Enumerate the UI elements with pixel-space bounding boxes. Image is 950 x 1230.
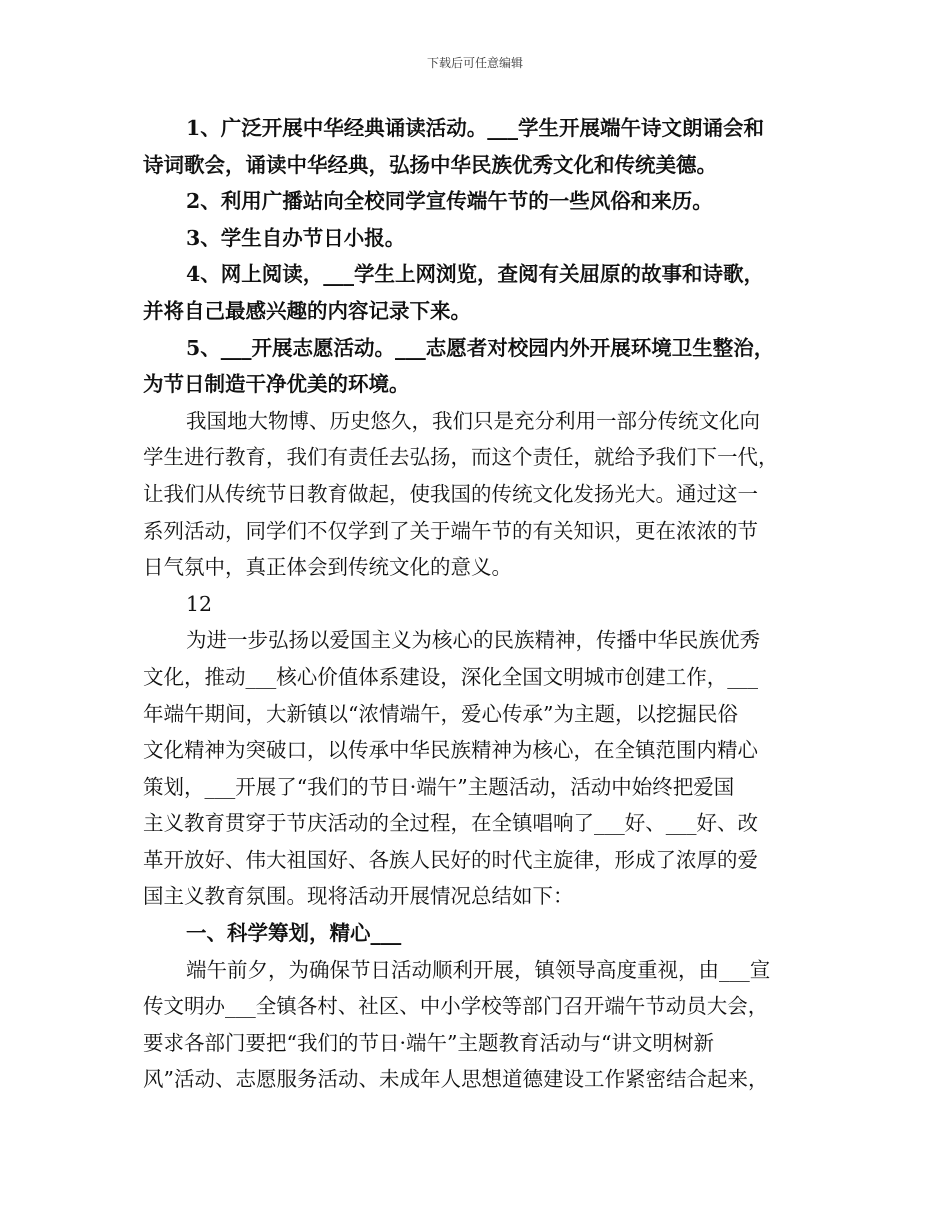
text-line: 主义教育贯穿于节庆活动的全过程，在全镇唱响了___好、___好、改 xyxy=(143,811,758,836)
text-line: 一、科学筹划，精心___ xyxy=(186,921,402,946)
text-line: 学生进行教育，我们有责任去弘扬，而这个责任，就给予我们下一代， xyxy=(143,445,779,470)
text-line: 1、广泛开展中华经典诵读活动。___学生开展端午诗文朗诵会和 xyxy=(186,116,765,140)
text-line: 文化，推动___核心价值体系建设，深化全国文明城市创建工作，___ xyxy=(143,664,758,689)
text-line: 4、网上阅读，___学生上网浏览，查阅有关屈原的故事和诗歌， xyxy=(186,262,765,287)
text-line: 5、___开展志愿活动。___志愿者对校园内外开展环境卫生整治， xyxy=(186,335,775,360)
text-line: 3、学生自办节日小报。 xyxy=(186,225,406,250)
text-line: 为节日制造干净优美的环境。 xyxy=(143,372,410,397)
text-line: 年端午期间，大新镇以“浓情端午，爱心传承”为主题，以挖掘民俗 xyxy=(143,701,738,726)
text-line: 端午前夕，为确保节日活动顺利开展，镇领导高度重视，由___宣 xyxy=(186,957,771,982)
text-line: 策划，___开展了“我们的节日·端午”主题活动，活动中始终把爱国 xyxy=(143,774,735,799)
text-line: 12 xyxy=(186,591,213,616)
text-line: 并将自己最感兴趣的内容记录下来。 xyxy=(143,298,471,323)
page-header: 下载后可任意编辑 xyxy=(426,56,523,70)
text-line: 革开放好、伟大祖国好、各族人民好的时代主旋律，形成了浓厚的爱 xyxy=(143,847,758,872)
text-line: 风”活动、志愿服务活动、未成年人思想道德建设工作紧密结合起来， xyxy=(143,1067,769,1092)
text-line: 要求各部门要把“我们的节日·端午”主题教育活动与“讲文明树新 xyxy=(143,1030,714,1055)
text-line: 系列活动，同学们不仅学到了关于端午节的有关知识，更在浓浓的节 xyxy=(143,518,758,543)
text-line: 为进一步弘扬以爱国主义为核心的民族精神，传播中华民族优秀 xyxy=(186,628,760,653)
text-line: 传文明办___全镇各村、社区、中小学校等部门召开端午节动员大会， xyxy=(143,994,769,1019)
text-line: 国主义教育氛围。现将活动开展情况总结如下： xyxy=(143,884,574,909)
text-line: 2、利用广播站向全校同学宣传端午节的一些风俗和来历。 xyxy=(186,189,713,214)
text-line: 我国地大物博、历史悠久，我们只是充分利用一部分传统文化向 xyxy=(186,408,760,433)
text-line: 日气氛中，真正体会到传统文化的意义。 xyxy=(143,555,512,580)
document-body xyxy=(143,110,823,1098)
text-line: 让我们从传统节日教育做起，使我国的传统文化发扬光大。通过这一 xyxy=(143,481,758,506)
text-line: 诗词歌会，诵读中华经典，弘扬中华民族优秀文化和传统美德。 xyxy=(143,152,717,177)
text-line: 文化精神为突破口，以传承中华民族精神为核心，在全镇范围内精心 xyxy=(143,738,758,763)
